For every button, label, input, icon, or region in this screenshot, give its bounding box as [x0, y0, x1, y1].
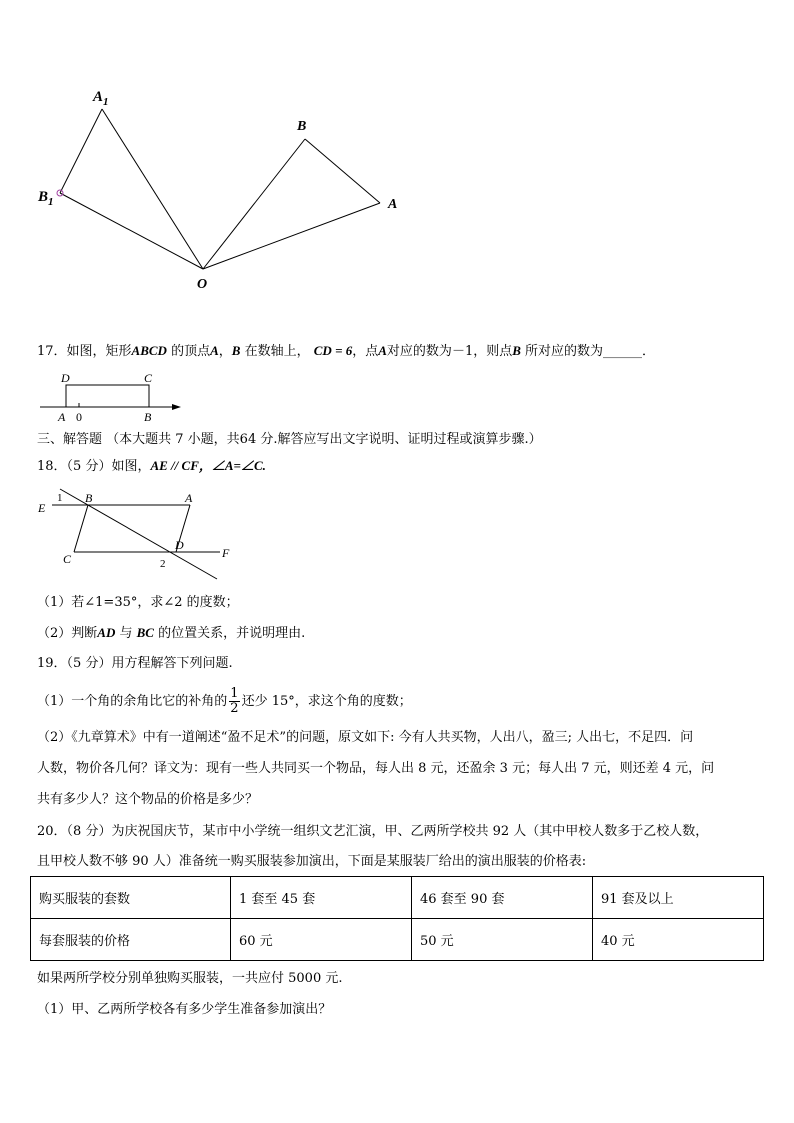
figure-angles: [30, 80, 430, 295]
table-row: [31, 919, 764, 961]
label-A: A: [58, 410, 66, 424]
table-cell: 每套服装的价格: [31, 919, 231, 961]
q18-part1: （1）若∠1=35°，求∠2 的度数；: [37, 595, 239, 610]
segment-BC: [74, 505, 88, 552]
segment-A1-B1: [60, 109, 102, 193]
label-one: 1: [57, 492, 63, 504]
label-B: B: [297, 119, 307, 134]
q17-text: 17．如图，矩形ABCD 的顶点A，B 在数轴上， CD = 6，点A对应的数为－1，则点B 所对应的数为______．: [37, 343, 656, 359]
segment-B-A: [305, 139, 380, 203]
fraction-one-half: $\frac{1}{2}$: [230, 686, 239, 716]
q20-after-table: 如果两所学校分别单独购买服装，一共应付 5000 元.: [37, 971, 343, 986]
label-C: C: [63, 552, 72, 566]
table-row: [31, 877, 764, 919]
label-D: D: [175, 538, 184, 552]
q19-part2-line3: 共有多少人？这个物品的价格是多少？: [37, 792, 259, 807]
figure-parallel-lines: [30, 485, 240, 585]
table-cell: 1 套至 45 套: [231, 877, 412, 919]
label-B: B: [85, 491, 93, 505]
q19-part2-line2: 人数，物价各几何？译文为：现有一些人共同买一个物品，每人出 8 元，还盈余 3 元；每人出 7 元，则还差 4 元，问: [37, 761, 715, 776]
label-C: C: [144, 371, 153, 385]
table-cell: 46 套至 90 套: [412, 877, 593, 919]
q19-part1: （1）一个角的余角比它的补角的 $\frac{1}{2}$ 还少 15°，求这个角的度数；: [37, 686, 412, 716]
axis-arrow: [172, 404, 181, 410]
rectangle-ABCD: [66, 385, 149, 407]
table-cell: 40 元: [593, 919, 764, 961]
q19-title: 19．（5 分）用方程解答下列问题.: [37, 656, 233, 671]
segment-B1-O: [60, 193, 203, 269]
table-cell: 60 元: [231, 919, 412, 961]
label-E: E: [38, 501, 46, 515]
q19-part2-line1: （2）《九章算术》中有一道阐述“盈不足术”的问题，原文如下: 今有人共买物，人出八，盈三; 人出七，不足四．问: [37, 730, 694, 745]
label-B1: $B_1$: [38, 189, 54, 208]
label-O: O: [197, 277, 208, 292]
q20-line1: 20．（8 分）为庆祝国庆节，某市中小学统一组织文艺汇演，甲、乙两所学校共 92 人（其中甲校人数多于乙校人数，: [37, 824, 709, 839]
q18-text: 18．（5 分）如图，AE // CF，∠A=∠C.: [37, 458, 266, 474]
section-three-heading: 三、解答题 （本大题共 7 小题，共64 分.解答应写出文字说明、证明过程或演算步骤.）: [37, 432, 542, 447]
table-cell: 50 元: [412, 919, 593, 961]
figure-number-line: [38, 368, 188, 424]
label-A: A: [388, 197, 398, 212]
label-A1: $A_1$: [93, 89, 109, 108]
price-table: [30, 876, 764, 961]
label-A: A: [185, 491, 193, 505]
segment-O-A: [203, 203, 380, 269]
q18-part2: （2）判断AD 与 BC 的位置关系，并说明理由.: [37, 625, 306, 641]
label-two: 2: [160, 558, 166, 570]
q20-part1: （1）甲、乙两所学校各有多少学生准备参加演出？: [37, 1002, 332, 1017]
table-cell: 购买服装的套数: [31, 877, 231, 919]
label-B: B: [144, 410, 152, 424]
q20-line2: 且甲校人数不够 90 人）准备统一购买服装参加演出，下面是某服装厂给出的演出服装的价格表:: [37, 854, 587, 869]
label-zero: 0: [76, 410, 82, 424]
label-F: F: [222, 546, 230, 560]
label-D: D: [61, 371, 70, 385]
transversal: [60, 489, 217, 579]
segment-A1-O: [102, 109, 203, 269]
table-cell: 91 套及以上: [593, 877, 764, 919]
